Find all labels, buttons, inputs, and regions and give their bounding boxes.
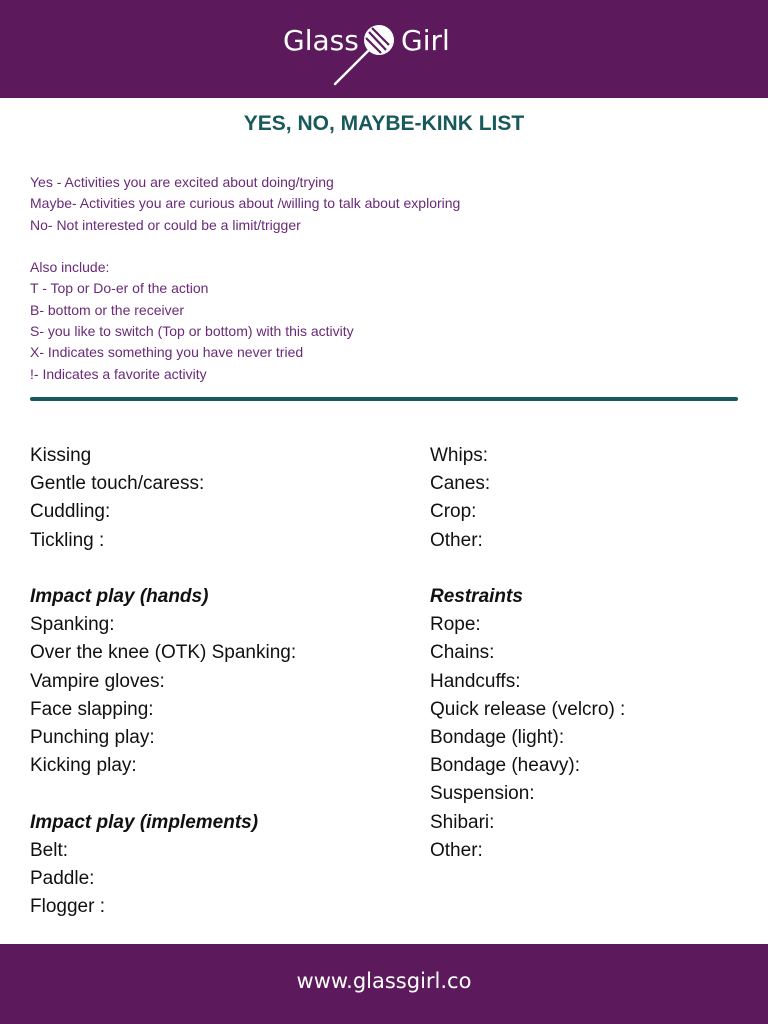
list-item: Crop: (430, 501, 477, 523)
list-item: Suspension: (430, 783, 535, 805)
list-item: Face slapping: (30, 698, 154, 720)
legend-code-favorite: !- Indicates a favorite activity (30, 365, 207, 382)
legend-code-b: B- bottom or the receiver (30, 301, 185, 318)
list-item: Bondage (light): (430, 727, 565, 749)
lollipop-icon (331, 20, 401, 90)
section-heading-impact-hands: Impact play (hands) (30, 586, 209, 607)
list-item: Belt: (30, 839, 69, 861)
section-divider (30, 397, 738, 401)
list-item: Bondage (heavy): (430, 755, 580, 777)
list-item: Kissing (30, 445, 92, 466)
list-item: Handcuffs: (430, 670, 521, 692)
list-item: Flogger : (30, 896, 105, 918)
legend-maybe: Maybe- Activities you are curious about /willing to talk about exploring (30, 195, 461, 212)
list-item: Over the knee (OTK) Spanking: (30, 642, 297, 664)
list-item: Gentle touch/caress: (30, 473, 205, 495)
logo-word-girl: Girl (401, 24, 450, 57)
list-item: Spanking: (30, 614, 115, 636)
section-heading-impact-implements: Impact play (implements) (30, 811, 259, 833)
legend-code-t: T - Top or Do-er of the action (30, 280, 209, 297)
section-heading-restraints: Restraints (430, 586, 523, 607)
list-item: Canes: (430, 473, 491, 495)
logo-word-glass: Glass (283, 24, 359, 57)
legend-also-include: Also include: (30, 259, 110, 276)
legend-code-x: X- Indicates something you have never tried (30, 344, 304, 361)
list-item: Cuddling: (30, 501, 111, 523)
list-item: Tickling : (30, 529, 105, 551)
left-column (30, 442, 410, 921)
list-item: Punching play: (30, 727, 155, 749)
list-item: Quick release (velcro) : (430, 698, 626, 720)
brand-logo[interactable] (283, 20, 483, 90)
list-item: Vampire gloves: (30, 670, 165, 692)
footer-website-link[interactable]: www.glassgirl.co (296, 969, 472, 993)
legend-yes: Yes - Activities you are excited about doing/trying (30, 174, 334, 190)
list-item: Whips: (430, 445, 489, 466)
header-bar (0, 0, 768, 98)
list-item: Kicking play: (30, 755, 137, 777)
list-item: Rope: (430, 614, 481, 636)
legend-block (30, 172, 730, 385)
list-item: Shibari: (430, 811, 495, 833)
list-item: Paddle: (30, 868, 95, 890)
list-item: Other: (430, 839, 483, 861)
legend-no: No- Not interested or could be a limit/trigger (30, 216, 301, 233)
footer-bar (0, 944, 768, 1024)
right-column (430, 442, 750, 865)
legend-code-s: S- you like to switch (Top or bottom) with this activity (30, 323, 354, 340)
list-item: Other: (430, 529, 483, 551)
page-title: YES, NO, MAYBE-KINK LIST (243, 112, 525, 135)
list-item: Chains: (430, 642, 495, 664)
